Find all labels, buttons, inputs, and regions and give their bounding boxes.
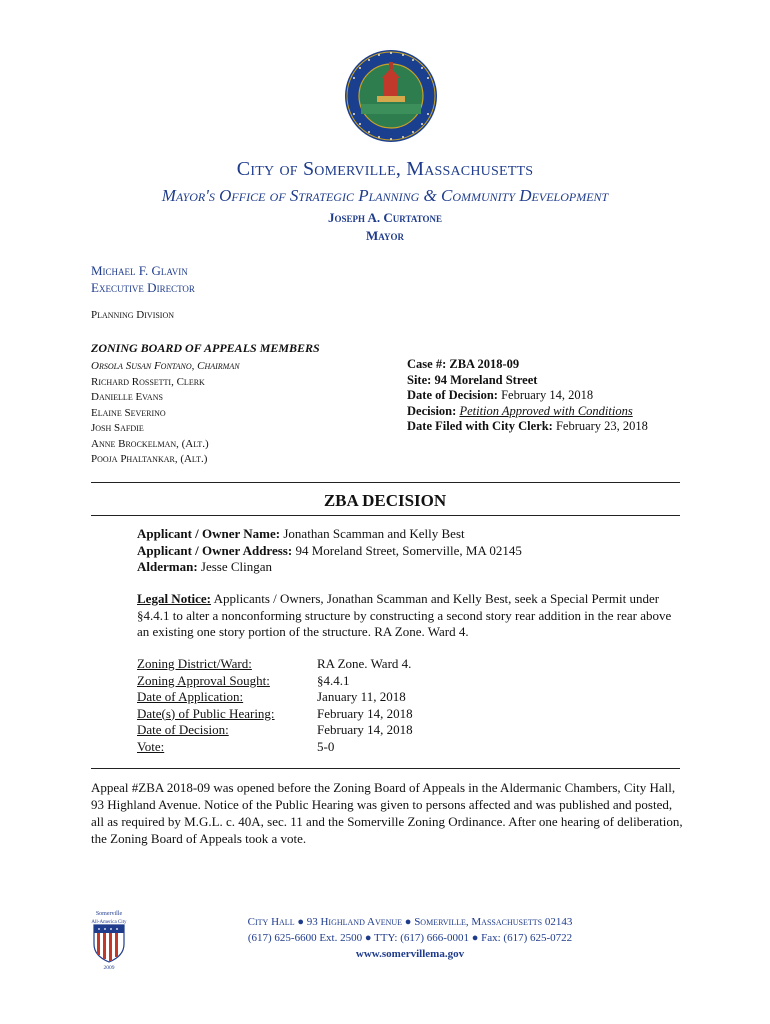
alderman-value: Jesse Clingan xyxy=(200,559,273,574)
zoning-table-row xyxy=(137,689,413,706)
board-members-list xyxy=(91,359,240,468)
all-america-city-logo-icon xyxy=(89,908,129,970)
city-seal-icon xyxy=(343,48,439,144)
divider-title-bottom xyxy=(91,515,680,516)
legal-notice-label: Legal Notice: xyxy=(137,591,212,606)
decision-line xyxy=(407,404,648,420)
legal-notice-text: Applicants / Owners, Jonathan Scamman and Kelly Best, seek a Special Permit under §4.4.1 to alter a nonconforming structure by constructing a second story rear addition in the rear above an existing one story portion of the structure. RA Zone. Ward 4. xyxy=(137,591,672,639)
zoning-table-key: Date of Decision: xyxy=(137,722,229,737)
executive-title: Executive Director xyxy=(91,280,195,295)
zoning-table-row xyxy=(137,706,413,723)
zoning-table-value: RA Zone. Ward 4. xyxy=(317,656,412,671)
zoning-table-key: Date(s) of Public Hearing: xyxy=(137,705,275,721)
applicant-name-label: Applicant / Owner Name: xyxy=(137,526,281,541)
date-filed-line xyxy=(407,419,648,435)
board-member xyxy=(91,359,240,375)
logo-top-text: Somerville xyxy=(95,911,123,917)
board-member-name: Orsola Susan Fontano, Chairman xyxy=(91,360,240,372)
zoning-table xyxy=(137,656,413,755)
zoning-table-value: 5-0 xyxy=(317,738,335,754)
zoning-table-key: Vote: xyxy=(137,738,165,754)
footer-address: City Hall ● 93 Highland Avenue ● Somerville, Massachusetts 02143 xyxy=(247,916,573,928)
alderman-line xyxy=(137,559,522,576)
date-of-decision-line xyxy=(407,388,648,404)
applicant-name-line xyxy=(137,526,522,543)
city-title: City of Somerville, Massachusetts xyxy=(236,158,534,180)
footer-website-link[interactable]: www.somervillema.gov xyxy=(355,948,465,960)
executive-name: Michael F. Glavin xyxy=(91,263,188,278)
mayors-office-title: Mayor's Office of Strategic Planning & Community Development xyxy=(161,186,609,205)
board-member: Anne Brockelman, (Alt.) xyxy=(91,437,209,450)
case-number-value: ZBA 2018-09 xyxy=(449,357,520,371)
appeal-paragraph: Appeal #ZBA 2018-09 was opened before the Zoning Board of Appeals in the Aldermanic Chambers, City Hall, 93 Highland Avenue. Notice of the Public Hearing was given to persons affected and was published and posted, all as required by M.G.L. c. 40A, sec. 11 and the Somerville Zoning Ordinance. After one hearing of deliberation, the Zoning Board of Appeals took a vote. xyxy=(91,780,683,846)
zoning-table-value: February 14, 2018 xyxy=(317,705,413,721)
zoning-table-row xyxy=(137,739,413,756)
zoning-table-value: February 14, 2018 xyxy=(317,722,413,737)
applicant-address-line xyxy=(137,543,522,560)
mayor-title: Mayor xyxy=(366,228,404,243)
alderman-label: Alderman: xyxy=(137,559,198,574)
applicant-block xyxy=(137,526,522,576)
decision-label: Decision: xyxy=(407,403,457,418)
zba-decision-title: ZBA DECISION xyxy=(323,491,447,510)
date-filed-value: February 23, 2018 xyxy=(555,419,648,433)
zoning-table-key: Date of Application: xyxy=(137,689,244,704)
date-of-decision-value: February 14, 2018 xyxy=(501,388,594,402)
zoning-table-value: January 11, 2018 xyxy=(317,689,406,704)
board-members-heading: ZONING BOARD OF APPEALS MEMBERS xyxy=(91,341,320,355)
mayor-name: Joseph A. Curtatone xyxy=(327,210,442,225)
legal-notice xyxy=(137,591,682,641)
planning-division: Planning Division xyxy=(91,309,175,321)
date-filed-label: Date Filed with City Clerk: xyxy=(407,419,553,433)
board-member: Pooja Phaltankar, (Alt.) xyxy=(91,453,208,465)
date-of-decision-label: Date of Decision: xyxy=(407,388,498,402)
board-member: Danielle Evans xyxy=(91,391,163,403)
case-info-block xyxy=(407,357,648,435)
zoning-table-key: Zoning Approval Sought: xyxy=(137,672,270,688)
logo-mid-text: All-America City xyxy=(91,920,127,925)
board-member xyxy=(91,375,240,391)
site-value: 94 Moreland Street xyxy=(434,372,538,387)
applicant-name-value: Jonathan Scamman and Kelly Best xyxy=(283,526,465,541)
zoning-table-row xyxy=(137,673,413,690)
case-number-label: Case #: xyxy=(407,357,447,371)
divider-top xyxy=(91,482,680,483)
applicant-address-value: 94 Moreland Street, Somerville, MA 02145 xyxy=(295,542,522,558)
decision-value: Petition Approved with Conditions xyxy=(459,403,633,418)
zoning-table-row xyxy=(137,722,413,739)
logo-year-text: 2009 xyxy=(103,965,115,970)
footer-phone: (617) 625-6600 Ext. 2500 ● TTY: (617) 666-0001 ● Fax: (617) 625-0722 xyxy=(247,932,573,944)
site-label: Site: xyxy=(407,372,432,387)
board-member: Elaine Severino xyxy=(91,406,166,419)
divider-bottom xyxy=(91,768,680,769)
zoning-table-key: Zoning District/Ward: xyxy=(137,656,252,671)
case-number-line xyxy=(407,357,648,373)
zoning-table-row xyxy=(137,656,413,673)
executive-director-block xyxy=(91,262,195,296)
site-line xyxy=(407,373,648,389)
applicant-address-label: Applicant / Owner Address: xyxy=(137,542,293,558)
board-member: Josh Safdie xyxy=(91,422,144,434)
footer-contact xyxy=(200,914,620,962)
board-member-name: Richard Rossetti, Clerk xyxy=(91,375,205,388)
zoning-table-value: §4.4.1 xyxy=(317,672,350,688)
